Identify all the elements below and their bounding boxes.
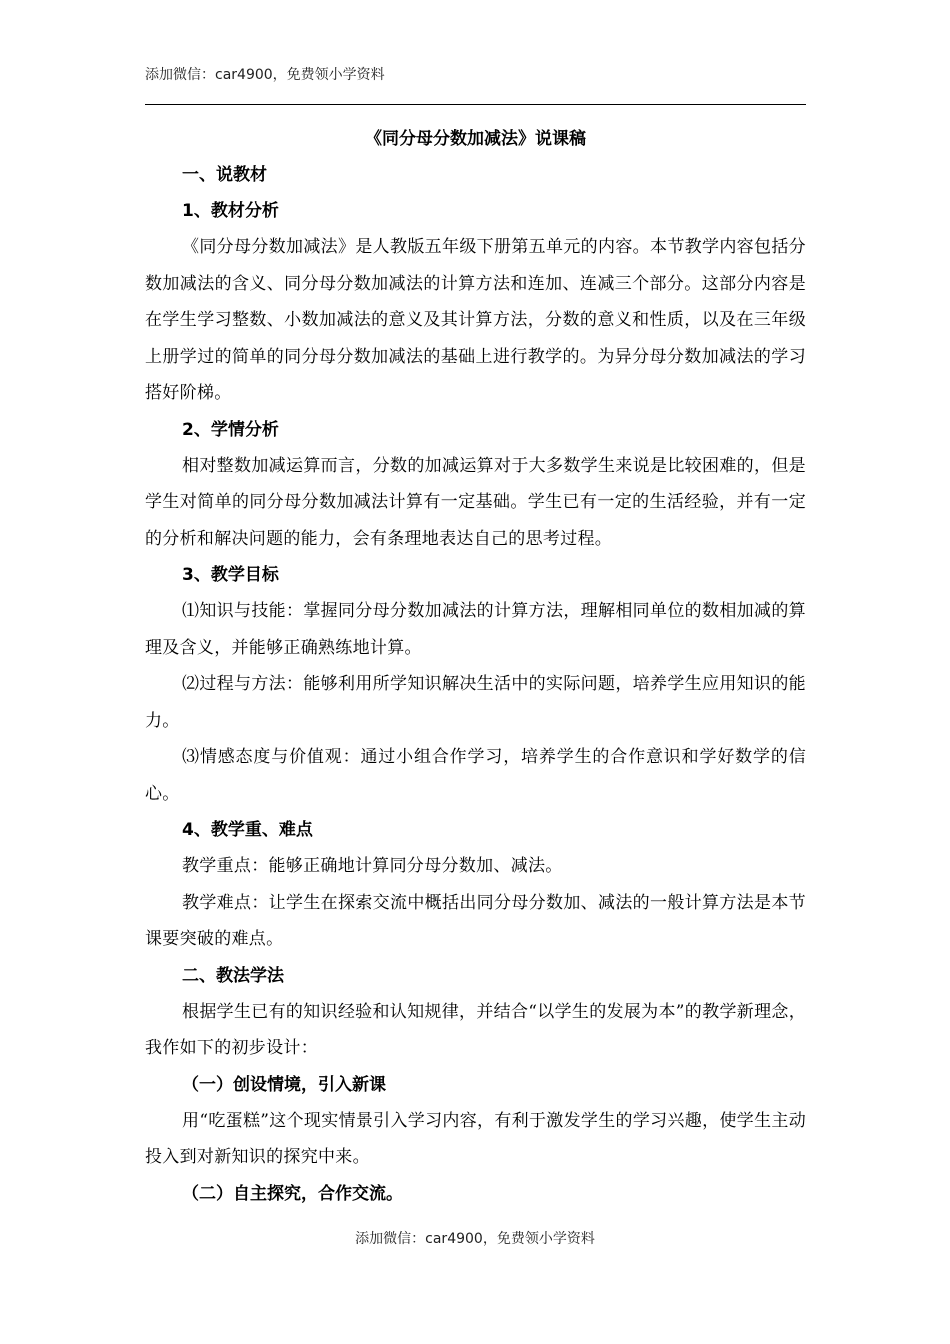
- paragraph: ⑶情感态度与价值观：通过小组合作学习，培养学生的合作意识和学好数学的信心。: [145, 747, 806, 804]
- subsection-heading: 1、教材分析: [182, 201, 279, 221]
- page-header: 添加微信：car4900，免费领小学资料: [145, 67, 385, 83]
- subsection-heading: 2、学情分析: [182, 419, 279, 440]
- page-footer: 添加微信：car4900，免费领小学资料: [355, 1231, 595, 1247]
- subsection-heading: （二）自主探究，合作交流。: [182, 1183, 403, 1204]
- header-divider: [145, 104, 806, 105]
- document-body: [145, 121, 806, 1212]
- document-title: 《同分母分数加减法》说课稿: [365, 129, 586, 149]
- subsection-heading: （一）创设情境，引入新课: [182, 1074, 386, 1095]
- section-heading: 二、教法学法: [182, 965, 284, 986]
- subsection-heading: 4、教学重、难点: [182, 820, 313, 840]
- paragraph: 用“吃蛋糕”这个现实情景引入学习内容，有利于激发学生的学习兴趣，使学生主动投入到对新知识的探究中来。: [145, 1110, 806, 1167]
- paragraph: 根据学生已有的知识经验和认知规律，并结合“以学生的发展为本”的教学新理念，我作如下的初步设计：: [145, 1001, 806, 1058]
- paragraph: 相对整数加减运算而言，分数的加减运算对于大多数学生来说是比较困难的，但是学生对简单的同分母分数加减法计算有一定基础。学生已有一定的生活经验，并有一定的分析和解决问题的能力，会有条理地表达自己的思考过程。: [145, 455, 806, 549]
- paragraph: 教学难点：让学生在探索交流中概括出同分母分数加、减法的一般计算方法是本节课要突破的难点。: [145, 892, 806, 949]
- paragraph: ⑴知识与技能：掌握同分母分数加减法的计算方法，理解相同单位的数相加减的算理及含义，并能够正确熟练地计算。: [145, 601, 806, 658]
- section-heading: 一、说教材: [182, 165, 267, 185]
- paragraph: ⑵过程与方法：能够利用所学知识解决生活中的实际问题，培养学生应用知识的能力。: [145, 674, 806, 731]
- paragraph: 教学重点：能够正确地计算同分母分数加、减法。: [182, 856, 563, 876]
- subsection-heading: 3、教学目标: [182, 565, 279, 585]
- paragraph: 《同分母分数加减法》是人教版五年级下册第五单元的内容。本节教学内容包括分数加减法的含义、同分母分数加减法的计算方法和连加、连减三个部分。这部分内容是在学生学习整数、小数加减法的意义及其计算方法，分数的意义和性质，以及在三年级上册学过的简单的同分母分数加减法的基础上进行教学的。为异分母分数加减法的学习搭好阶梯。: [145, 237, 806, 403]
